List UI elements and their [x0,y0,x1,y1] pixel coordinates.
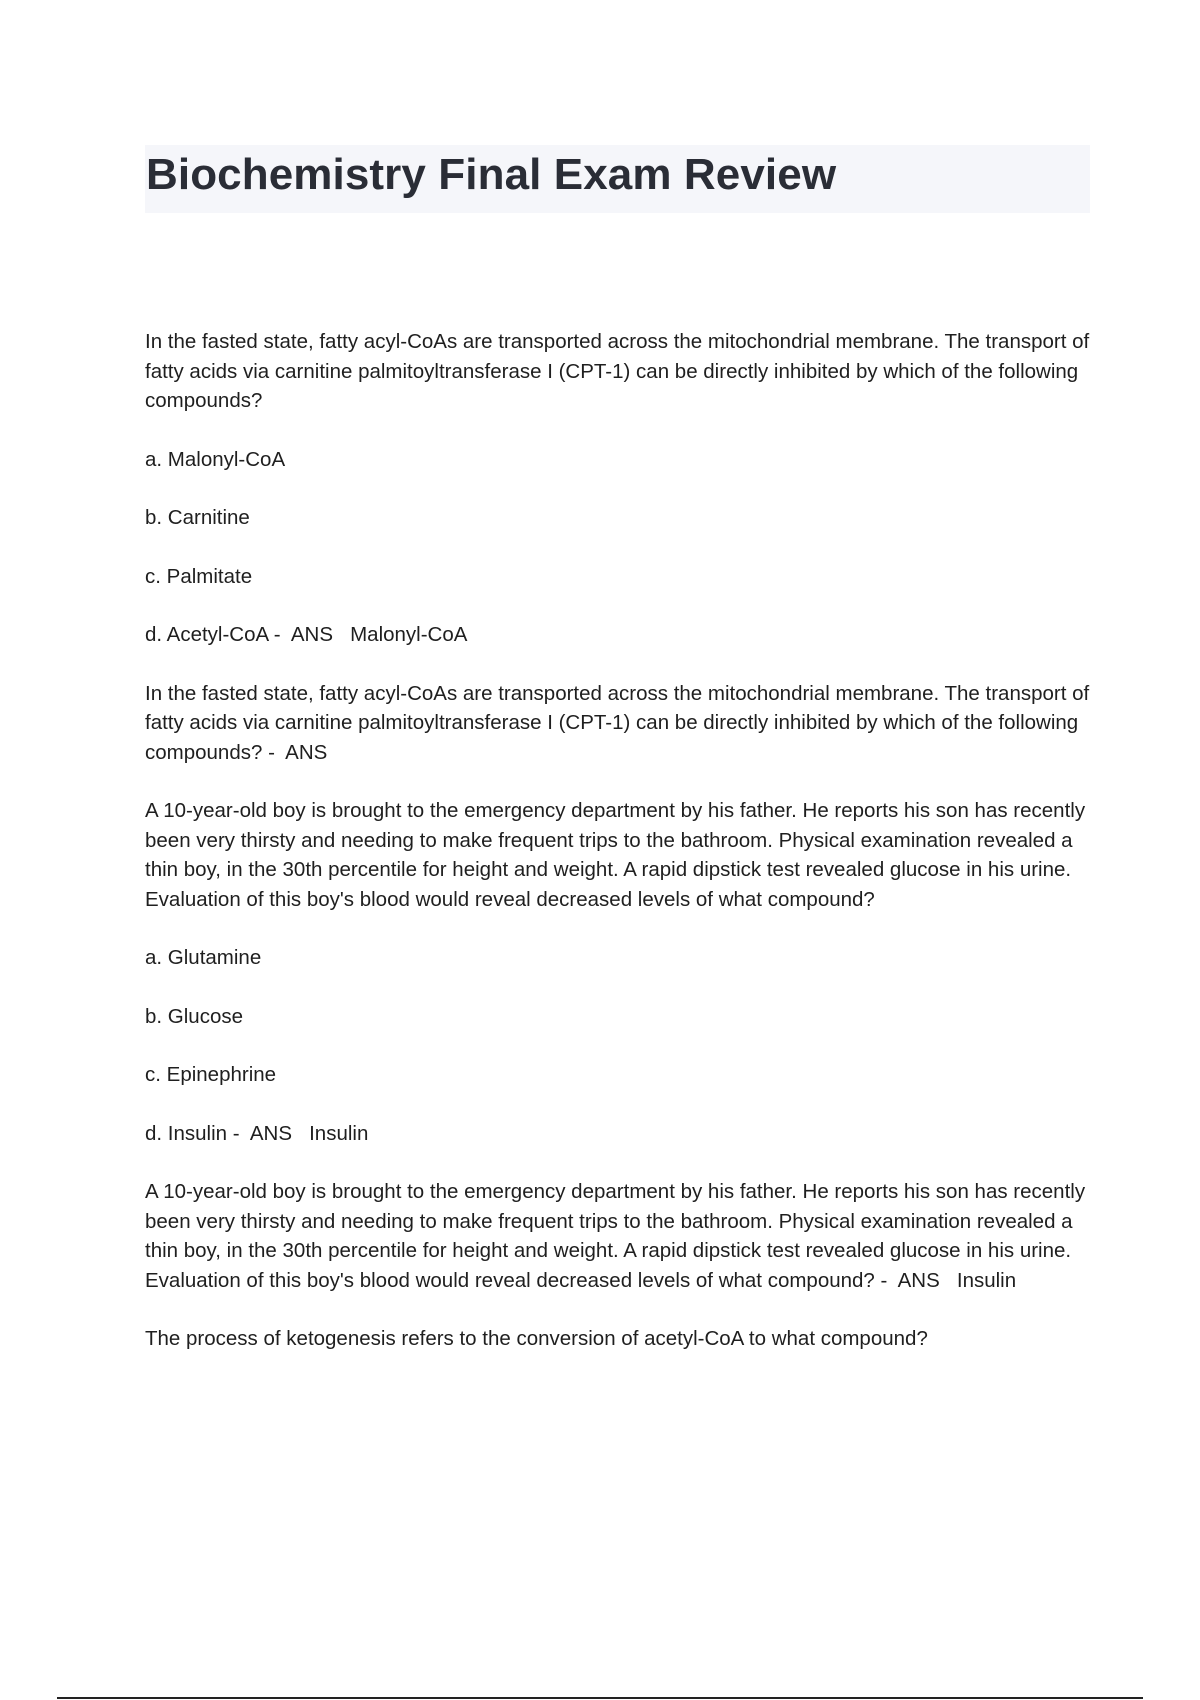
question-prompt: In the fasted state, fatty acyl-CoAs are transported across the mitochondrial membrane. The transport of fatty acids via carnitine palmitoyltransferase I (CPT-1) can be directly inhibited by which of the following compounds? [145,330,1090,412]
answer-option: b. Carnitine [145,506,250,529]
answer-text: Insulin [956,1268,1017,1292]
answer-option: c. Palmitate [145,564,253,588]
question-prompt: A 10-year-old boy is brought to the emergency department by his father. He reports his son has recently been very thirsty and needing to make frequent trips to the bathroom. Physical examination revealed a thin boy, in the 30th percentile for height and weight. A rapid dipstick test revealed glucose in his urine. Evaluation of this boy's blood would reveal decreased levels of what compound? [145,1180,1086,1292]
answer-option: a. Malonyl-CoA [145,447,286,471]
answer-option: b. Glucose [145,1004,243,1028]
answer-text: Malonyl-CoA [350,623,468,646]
answer-marker: - ANS [268,623,351,646]
review-content [145,327,1090,1383]
question-with-answer [145,679,1090,768]
answer-option-with-answer [145,1119,1090,1149]
answer-option-with-answer [145,620,1090,650]
answer-option: d. Insulin [145,1121,228,1145]
answer-option: a. Glutamine [145,946,262,969]
question-prompt: The process of ketogenesis refers to the conversion of acetyl-CoA to what compound? [145,1327,928,1350]
question-prompt: In the fasted state, fatty acyl-CoAs are transported across the mitochondrial membrane. The transport of fatty acids via carnitine palmitoyltransferase I (CPT-1) can be directly inhibited by which of the following compounds? [145,681,1090,764]
answer-marker: - ANS [874,1268,957,1292]
title-band [145,145,1090,213]
answer-marker: - ANS [262,740,328,764]
page-bottom-rule [57,1697,1143,1699]
answer-text: Insulin [309,1121,369,1145]
answer-option: c. Epinephrine [145,1063,277,1086]
answer-marker: - ANS [227,1121,310,1145]
question-prompt: A 10-year-old boy is brought to the emergency department by his father. He reports his son has recently been very thirsty and needing to make frequent trips to the bathroom. Physical examination revealed a thin boy, in the 30th percentile for height and weight. A rapid dipstick test revealed glucose in his urine. Evaluation of this boy's blood would reveal decreased levels of what compound? [145,799,1086,911]
answer-option: d. Acetyl-CoA [145,623,269,646]
question-with-answer [145,1177,1090,1295]
page-title: Biochemistry Final Exam Review [146,150,837,199]
